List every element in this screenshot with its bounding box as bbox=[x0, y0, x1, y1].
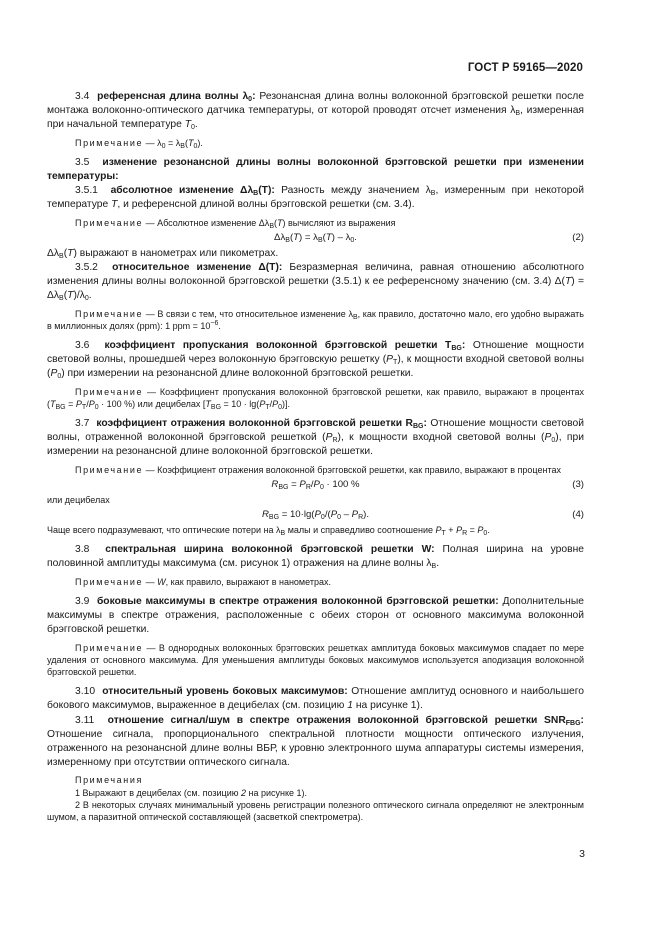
note-3-8: Примечание — W, как правило, выражают в нанометрах. bbox=[75, 576, 331, 587]
note-3-5-2: Примечание — В связи с тем, что относительное изменение $\lambda_B$, как правило, достаточно мало, его удобно выражать в миллионных долях (ppm): 1 ppm = $10^{-6}$. bbox=[47, 308, 584, 331]
standard-code: ГОСТ Р 59165—2020 bbox=[467, 62, 583, 74]
term-3-11: 3.11 отношение сигнал/шум в спектре отражения волоконной брэгговской решетки $SNR_{FBG}$: Отношение сигнала, пропорционального спектральной плотности мощности оптического излучения, отраженного на резонансной длине волны ВБР, к уровню электронного шума аппаратуры системы измерения, измеренному при отсутствии оптического сигнала. bbox=[47, 714, 584, 769]
formula-number: (4) bbox=[572, 509, 584, 521]
term-3-5-1: 3.5.1 абсолютное изменение $\Delta\lambda_B(T)$: Разность между значением $\lambda_B$, измеренным при некоторой температуре T, и референсной длиной волны брэгговской решетки (см. 3.4). bbox=[47, 185, 584, 211]
formula-number: (3) bbox=[572, 478, 584, 490]
term-3-9: 3.9 боковые максимумы в спектре отражения волоконной брэгговской решетки: Дополнительные максимумы в спектре отражения, расположенные с обеих сторон от основного максимума волоконной брэгговской решетки. bbox=[47, 595, 584, 636]
notes-3-11-label: Примечания bbox=[75, 775, 143, 786]
page-number: 3 bbox=[579, 848, 585, 860]
term-title: коэффициент пропускания волоконной брэгговской решетки $T_{BG}$: bbox=[104, 340, 466, 353]
or-decibels: или децибелах bbox=[47, 494, 110, 505]
note-3-11-1: 1 Выражают в децибелах (см. позицию 2 на рисунке 1). bbox=[75, 787, 308, 798]
term-title: относительный уровень боковых максимумов: bbox=[102, 686, 348, 698]
term-3-7: 3.7 коэффициент отражения волоконной брэгговской решетки $R_{BG}$: Отношение мощности световой волны, отраженной волоконной брэгговской решеткой $(P_R)$, к мощности входной световой волны $(P_0)$, при измерении на резонансной длине волоконной брэгговской решетки. bbox=[47, 418, 584, 458]
term-3-6: 3.6 коэффициент пропускания волоконной брэгговской решетки $T_{BG}$: Отношение мощности световой волны, прошедшей через волоконную брэгговскую решетку $(P_T)$, к мощности входной световой волны $(P_0)$ при измерении на резонансной длине волоконной брэгговской решетки. bbox=[47, 340, 584, 381]
term-3-10: 3.10 относительный уровень боковых максимумов: Отношение амплитуд основного и наибольшего бокового максимумов, выраженное в децибелах (см. позицию 1 на рисунке 1). bbox=[47, 686, 584, 712]
note-3-11-2: 2 В некоторых случаях минимальный уровень регистрации полезного оптического сигнала определяют не электронным шумом, а паразитной оптической составляющей (засветкой спектрометра). bbox=[47, 799, 584, 822]
term-title: спектральная ширина волоконной брэгговской решетки W: bbox=[105, 544, 435, 556]
note-3-5-1: Примечание — Абсолютное изменение $\Delta\lambda_B(T)$ вычисляют из выражения bbox=[75, 217, 396, 230]
term-title: отношение сигнал/шум в спектре отражения волоконной брэгговской решетки $SNR_{FBG}$: bbox=[107, 714, 584, 727]
formula-2: $\Delta\lambda_B(T) = \lambda_B(T) - \lambda_0$. (2) bbox=[47, 229, 584, 247]
formula-number: (2) bbox=[572, 231, 584, 243]
unit-remark: $\Delta\lambda_B(T)$ выражают в нанометрах или пикометрах. bbox=[47, 247, 279, 260]
term-title: абсолютное изменение $\Delta\lambda_B(T)$: bbox=[110, 185, 275, 198]
term-title: референсная длина волны $\lambda_0$: bbox=[97, 91, 256, 103]
note-3-7: Примечание — Коэффициент отражения волоконной брэгговской решетки, как правило, выражают в процентах bbox=[75, 464, 561, 475]
term-title: коэффициент отражения волоконной брэгговской решетки $R_{BG}$: bbox=[96, 418, 427, 431]
losses-remark: Чаще всего подразумевают, что оптические потери на $\lambda_B$ малы и справедливо соотношение $P_T + P_R = P_0$. bbox=[47, 525, 490, 538]
term-title: боковые максимумы в спектре отражения волоконной брэгговской решетки: bbox=[96, 595, 499, 607]
term-3-4: 3.4 референсная длина волны $\lambda_0$: Резонансная длина волны волоконной брэгговской решетки после монтажа волоконно-оптического датчика температуры, от которой проводят отсчет изменения $\lambda_B$, измеренная при начальной температуре $T_0$. bbox=[47, 91, 584, 132]
note-3-9: Примечание — В однородных волоконных брэгговских решетках амплитуда боковых максимумов спадает по мере удаления от основного максимума. Для уменьшения амплитуды боковых максимумов используется аподизация волоконной брэгговской решетки. bbox=[47, 642, 584, 677]
term-3-8: 3.8 спектральная ширина волоконной брэгговской решетки W: Полная ширина на уровне половинной амплитуды максимума (см. рисунок 1) отражения на длине волны $\lambda_B$. bbox=[47, 544, 584, 571]
note-3-6: Примечание — Коэффициент пропускания волоконной брэгговской решетки, как правило, выражают в процентах ($T_{BG} = P_T/P_0 \cdot 100$ %) или децибелах $[T_{BG} = 10 \cdot \lg(P_T/P_0)]$. bbox=[47, 386, 584, 411]
clause-number: 3.4 bbox=[75, 91, 90, 102]
term-3-5-2: 3.5.2 относительное изменение Δ(T): Безразмерная величина, равная отношению абсолютного изменения длины волны волоконной брэгговской решетки (3.5.1) к ее референсному значению (см. 3.4) $\Delta(T) = \Delta\lambda_B(T)/\lambda_0$. bbox=[47, 262, 585, 303]
terms-content bbox=[47, 90, 584, 823]
formula-3: $R_{BG} = P_R/P_0 \cdot 100$ % (3) bbox=[47, 476, 584, 494]
term-title: изменение резонансной длины волны волоконной брэгговской решетки при изменении температуры: bbox=[47, 156, 584, 183]
note-3-4: Примечание — $\lambda_0 = \lambda_B(T_0)$. bbox=[75, 137, 203, 150]
formula-4: $R_{BG} = 10\cdot\lg(P_0/(P_0 - P_R)$. (4) bbox=[47, 506, 584, 524]
term-3-5: 3.5 изменение резонансной длины волны волоконной брэгговской решетки при изменении температуры: bbox=[47, 156, 584, 183]
term-title: относительное изменение Δ(T): bbox=[112, 262, 283, 274]
